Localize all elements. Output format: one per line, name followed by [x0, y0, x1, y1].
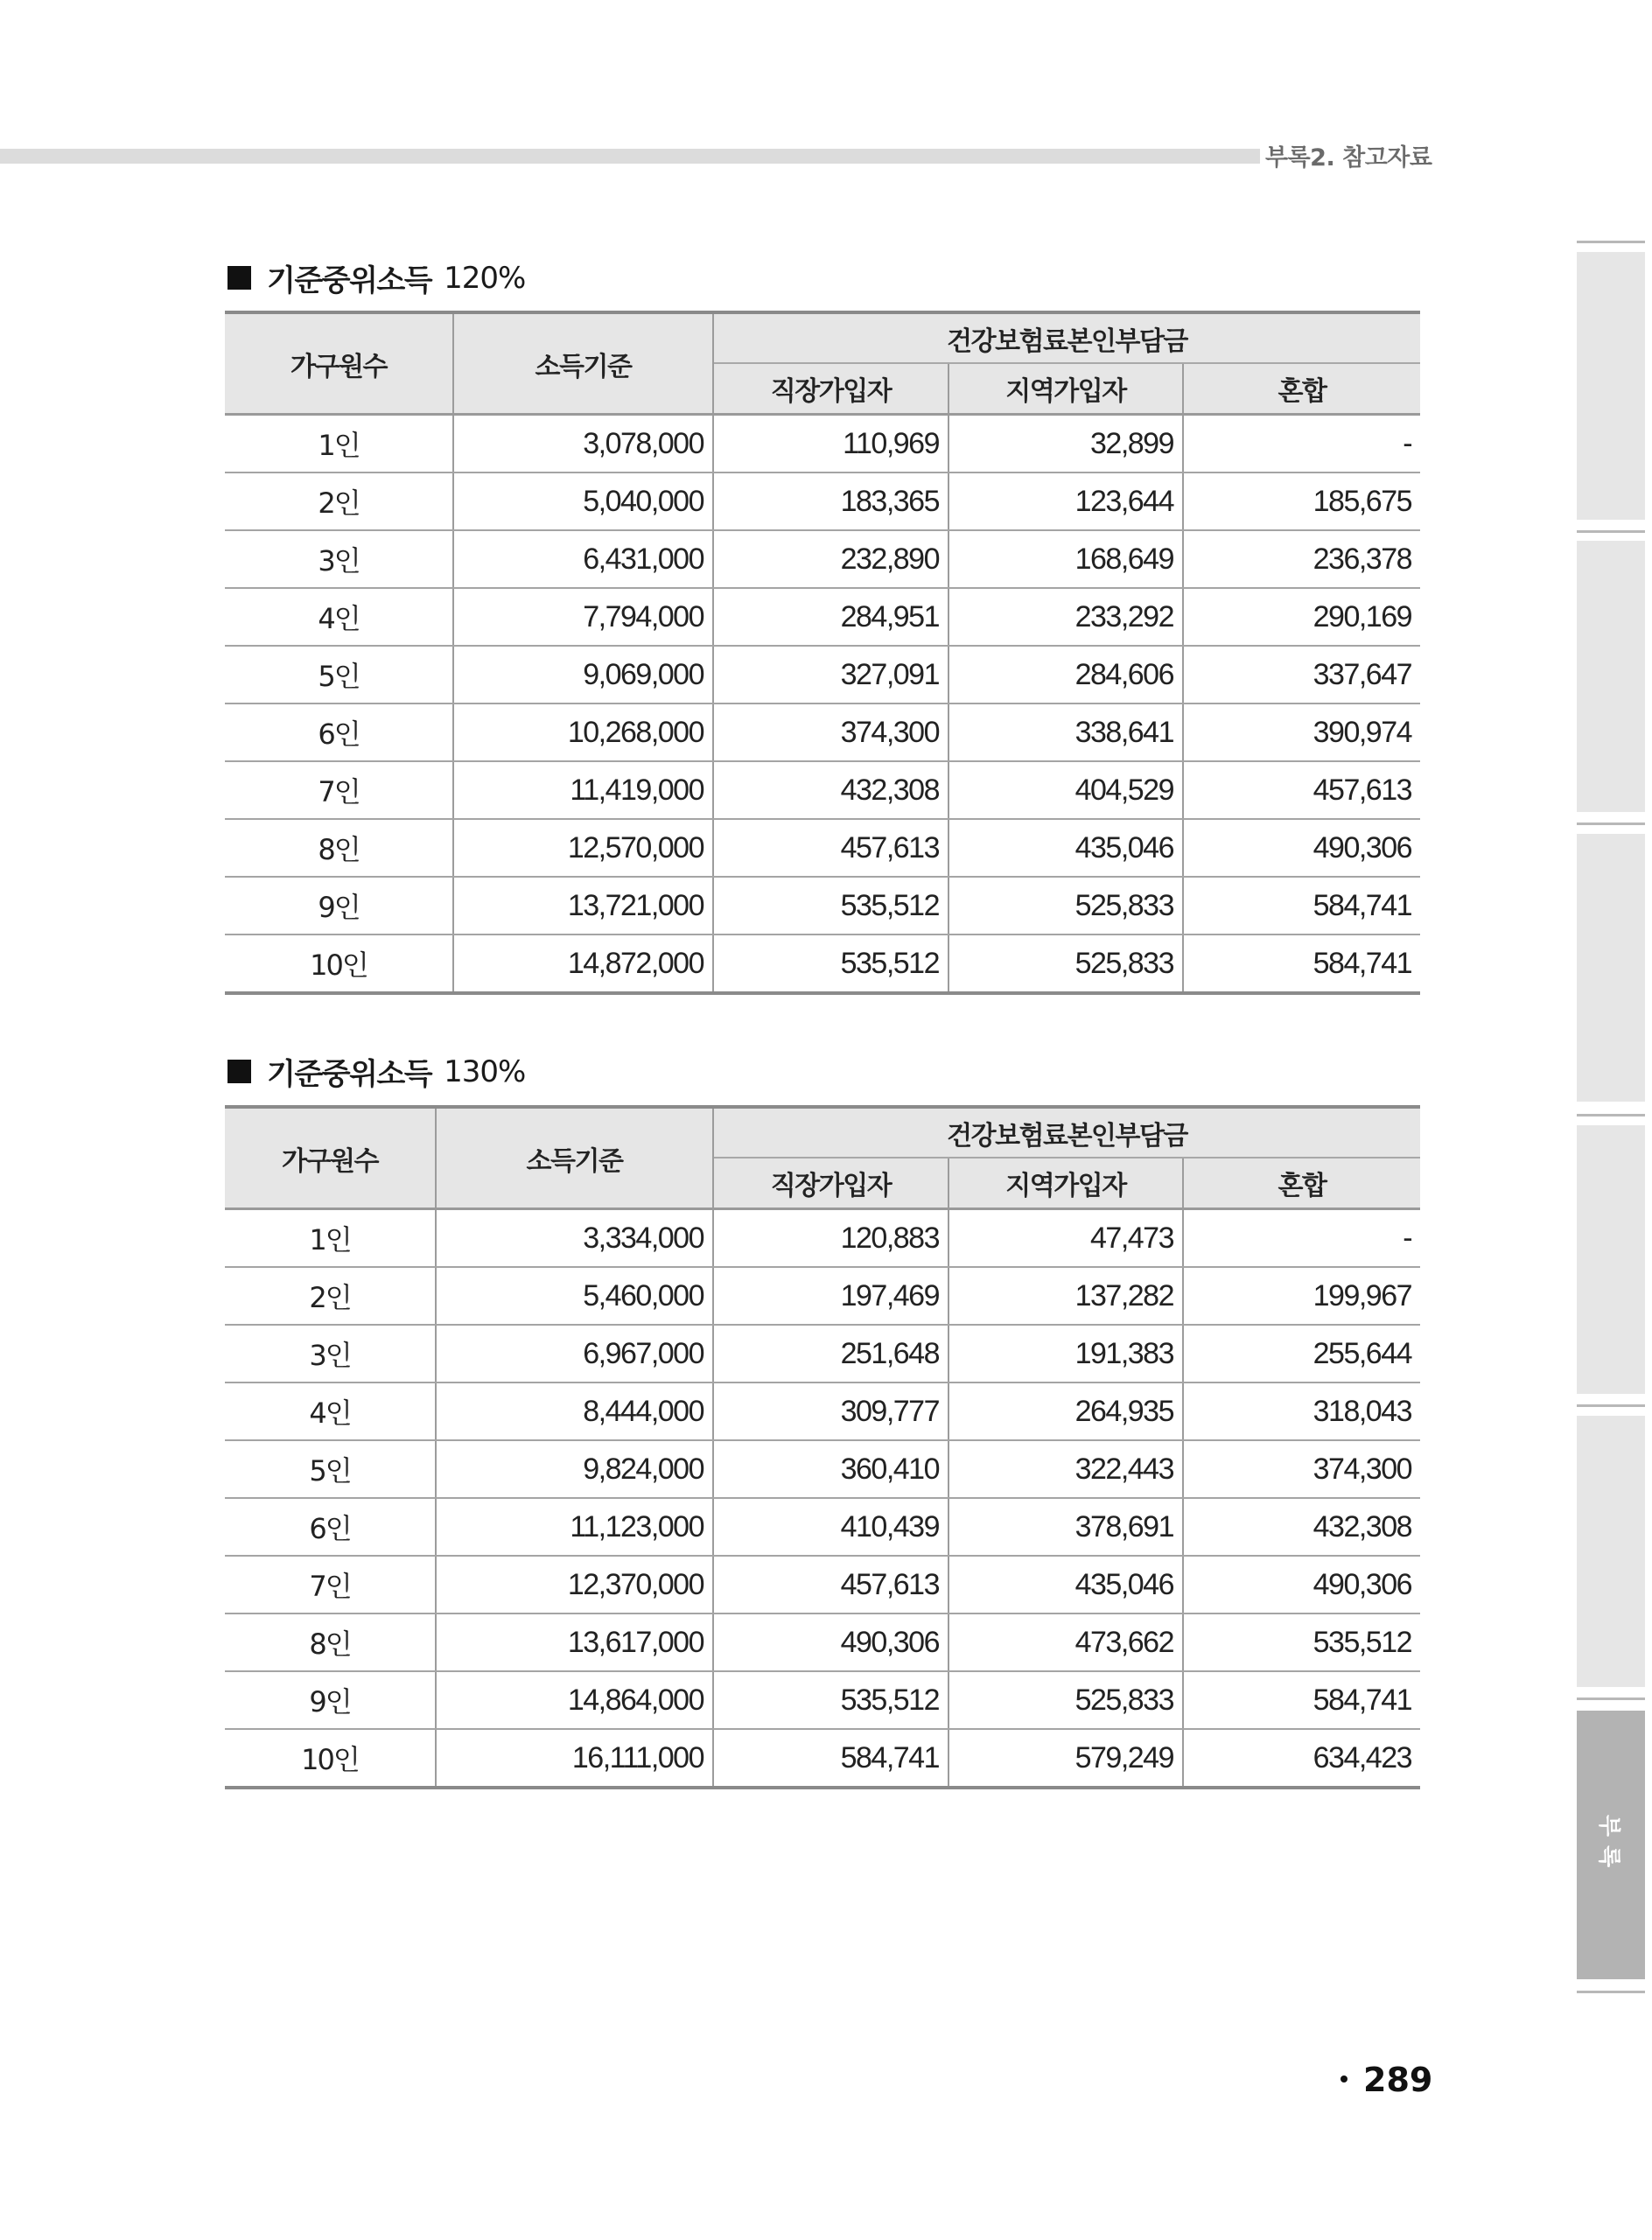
- cell-household: 9인: [225, 1671, 436, 1729]
- cell-regional: 233,292: [948, 588, 1183, 646]
- cell-regional: 168,649: [948, 530, 1183, 588]
- section-title-120: [228, 256, 525, 299]
- chapter-tab-1[interactable]: [1577, 252, 1645, 520]
- cell-mixed: 584,741: [1183, 1671, 1420, 1729]
- cell-household: 9인: [225, 877, 453, 934]
- cell-mixed: 185,675: [1183, 472, 1420, 530]
- table-row: [225, 1556, 1420, 1614]
- cell-income: 9,824,000: [436, 1440, 713, 1498]
- cell-regional: 284,606: [948, 646, 1183, 704]
- tab-divider: [1577, 1404, 1645, 1407]
- cell-regional: 525,833: [948, 877, 1183, 934]
- chapter-tab-appendix-active[interactable]: [1577, 1711, 1645, 1979]
- cell-income: 13,721,000: [453, 877, 713, 934]
- header-employee: 직장가입자: [713, 363, 948, 415]
- table-row: [225, 415, 1420, 473]
- cell-regional: 473,662: [948, 1614, 1183, 1671]
- cell-regional: 525,833: [948, 1671, 1183, 1729]
- cell-mixed: 432,308: [1183, 1498, 1420, 1556]
- section-title-text: 기준중위소득: [267, 263, 432, 298]
- cell-regional: 404,529: [948, 761, 1183, 819]
- cell-household: 7인: [225, 761, 453, 819]
- cell-mixed: 584,741: [1183, 877, 1420, 934]
- cell-income: 14,872,000: [453, 934, 713, 993]
- header-household: 가구원수: [225, 312, 453, 415]
- cell-regional: 338,641: [948, 704, 1183, 761]
- cell-employee: 110,969: [713, 415, 948, 473]
- table-row: [225, 588, 1420, 646]
- table-row: [225, 1729, 1420, 1788]
- table-row: [225, 934, 1420, 993]
- cell-employee: 183,365: [713, 472, 948, 530]
- cell-employee: 432,308: [713, 761, 948, 819]
- cell-regional: 322,443: [948, 1440, 1183, 1498]
- cell-household: 8인: [225, 819, 453, 877]
- running-header-title: 부록2. 참고자료: [1265, 144, 1432, 172]
- cell-mixed: 390,974: [1183, 704, 1420, 761]
- cell-mixed: 490,306: [1183, 1556, 1420, 1614]
- cell-mixed: 236,378: [1183, 530, 1420, 588]
- table-row: [225, 1498, 1420, 1556]
- cell-income: 12,370,000: [436, 1556, 713, 1614]
- cell-employee: 327,091: [713, 646, 948, 704]
- table-row: [225, 1209, 1420, 1268]
- chapter-tab-2[interactable]: [1577, 541, 1645, 812]
- cell-regional: 435,046: [948, 1556, 1183, 1614]
- cell-income: 5,040,000: [453, 472, 713, 530]
- cell-employee: 490,306: [713, 1614, 948, 1671]
- table-row: [225, 472, 1420, 530]
- cell-mixed: 374,300: [1183, 1440, 1420, 1498]
- header-bar: [0, 149, 1260, 164]
- cell-income: 6,967,000: [436, 1325, 713, 1382]
- tab-divider: [1577, 822, 1645, 825]
- cell-mixed: 634,423: [1183, 1729, 1420, 1788]
- cell-household: 2인: [225, 472, 453, 530]
- cell-regional: 47,473: [948, 1209, 1183, 1268]
- table-row: [225, 1671, 1420, 1729]
- cell-income: 5,460,000: [436, 1267, 713, 1325]
- table-row: [225, 530, 1420, 588]
- tab-divider: [1577, 530, 1645, 533]
- tab-divider: [1577, 1114, 1645, 1116]
- section-title-percent: 120%: [444, 260, 526, 296]
- square-bullet-icon: [228, 1060, 251, 1083]
- cell-regional: 123,644: [948, 472, 1183, 530]
- cell-employee: 197,469: [713, 1267, 948, 1325]
- cell-household: 4인: [225, 588, 453, 646]
- cell-household: 6인: [225, 704, 453, 761]
- header-income-standard: 소득기준: [436, 1107, 713, 1209]
- cell-income: 16,111,000: [436, 1729, 713, 1788]
- cell-household: 3인: [225, 530, 453, 588]
- cell-income: 7,794,000: [453, 588, 713, 646]
- square-bullet-icon: [228, 266, 251, 290]
- cell-income: 14,864,000: [436, 1671, 713, 1729]
- cell-employee: 251,648: [713, 1325, 948, 1382]
- header-insurance-group: 건강보험료본인부담금: [713, 1107, 1420, 1158]
- header-regional: 지역가입자: [948, 1158, 1183, 1209]
- tab-divider: [1577, 241, 1645, 243]
- cell-household: 8인: [225, 1614, 436, 1671]
- header-mixed: 혼합: [1183, 1158, 1420, 1209]
- page-number-text: 289: [1363, 2061, 1433, 2099]
- header-mixed: 혼합: [1183, 363, 1420, 415]
- cell-mixed: -: [1183, 1209, 1420, 1268]
- cell-regional: 579,249: [948, 1729, 1183, 1788]
- table-row: [225, 1267, 1420, 1325]
- section-title-percent: 130%: [444, 1054, 526, 1089]
- cell-employee: 457,613: [713, 819, 948, 877]
- table-row: [225, 1440, 1420, 1498]
- cell-mixed: 535,512: [1183, 1614, 1420, 1671]
- chapter-tab-4[interactable]: [1577, 1125, 1645, 1394]
- table-row: [225, 704, 1420, 761]
- header-employee: 직장가입자: [713, 1158, 948, 1209]
- table-row: [225, 1614, 1420, 1671]
- bullet-dot-icon: [1340, 2076, 1348, 2082]
- cell-household: 1인: [225, 415, 453, 473]
- cell-household: 3인: [225, 1325, 436, 1382]
- cell-mixed: 199,967: [1183, 1267, 1420, 1325]
- cell-income: 13,617,000: [436, 1614, 713, 1671]
- cell-income: 9,069,000: [453, 646, 713, 704]
- header-insurance-group: 건강보험료본인부담금: [713, 312, 1420, 363]
- table-row: [225, 819, 1420, 877]
- header-household: 가구원수: [225, 1107, 436, 1209]
- section-title-130: [228, 1050, 525, 1093]
- cell-regional: 191,383: [948, 1325, 1183, 1382]
- cell-household: 5인: [225, 646, 453, 704]
- cell-household: 1인: [225, 1209, 436, 1268]
- cell-household: 2인: [225, 1267, 436, 1325]
- header-income-standard: 소득기준: [453, 312, 713, 415]
- cell-employee: 360,410: [713, 1440, 948, 1498]
- cell-income: 3,334,000: [436, 1209, 713, 1268]
- page-number: [1340, 2061, 1432, 2099]
- cell-regional: 525,833: [948, 934, 1183, 993]
- cell-regional: 32,899: [948, 415, 1183, 473]
- cell-income: 6,431,000: [453, 530, 713, 588]
- table-row: [225, 1382, 1420, 1440]
- cell-household: 5인: [225, 1440, 436, 1498]
- cell-mixed: 255,644: [1183, 1325, 1420, 1382]
- cell-employee: 232,890: [713, 530, 948, 588]
- cell-income: 3,078,000: [453, 415, 713, 473]
- cell-employee: 374,300: [713, 704, 948, 761]
- table-row: [225, 646, 1420, 704]
- cell-mixed: 290,169: [1183, 588, 1420, 646]
- cell-household: 6인: [225, 1498, 436, 1556]
- cell-income: 10,268,000: [453, 704, 713, 761]
- cell-employee: 535,512: [713, 1671, 948, 1729]
- income-130-table: [225, 1105, 1420, 1789]
- cell-employee: 535,512: [713, 934, 948, 993]
- cell-income: 8,444,000: [436, 1382, 713, 1440]
- cell-employee: 309,777: [713, 1382, 948, 1440]
- cell-mixed: 318,043: [1183, 1382, 1420, 1440]
- chapter-tab-5[interactable]: [1577, 1416, 1645, 1687]
- cell-employee: 284,951: [713, 588, 948, 646]
- section-title-text: 기준중위소득: [267, 1057, 432, 1092]
- cell-household: 10인: [225, 1729, 436, 1788]
- cell-mixed: 490,306: [1183, 819, 1420, 877]
- cell-household: 4인: [225, 1382, 436, 1440]
- cell-regional: 435,046: [948, 819, 1183, 877]
- income-120-table: [225, 311, 1420, 995]
- cell-employee: 120,883: [713, 1209, 948, 1268]
- cell-regional: 378,691: [948, 1498, 1183, 1556]
- cell-income: 12,570,000: [453, 819, 713, 877]
- cell-mixed: -: [1183, 415, 1420, 473]
- cell-household: 7인: [225, 1556, 436, 1614]
- table-row: [225, 1325, 1420, 1382]
- tab-label-appendix: 부록: [1595, 1814, 1622, 1876]
- cell-mixed: 584,741: [1183, 934, 1420, 993]
- cell-mixed: 337,647: [1183, 646, 1420, 704]
- cell-employee: 410,439: [713, 1498, 948, 1556]
- chapter-tab-3[interactable]: [1577, 834, 1645, 1102]
- cell-regional: 264,935: [948, 1382, 1183, 1440]
- table-row: [225, 761, 1420, 819]
- tab-divider: [1577, 1698, 1645, 1700]
- table-row: [225, 877, 1420, 934]
- cell-regional: 137,282: [948, 1267, 1183, 1325]
- cell-employee: 584,741: [713, 1729, 948, 1788]
- cell-household: 10인: [225, 934, 453, 993]
- cell-mixed: 457,613: [1183, 761, 1420, 819]
- header-regional: 지역가입자: [948, 363, 1183, 415]
- cell-income: 11,419,000: [453, 761, 713, 819]
- cell-income: 11,123,000: [436, 1498, 713, 1556]
- cell-employee: 457,613: [713, 1556, 948, 1614]
- cell-employee: 535,512: [713, 877, 948, 934]
- tab-divider: [1577, 1991, 1645, 1993]
